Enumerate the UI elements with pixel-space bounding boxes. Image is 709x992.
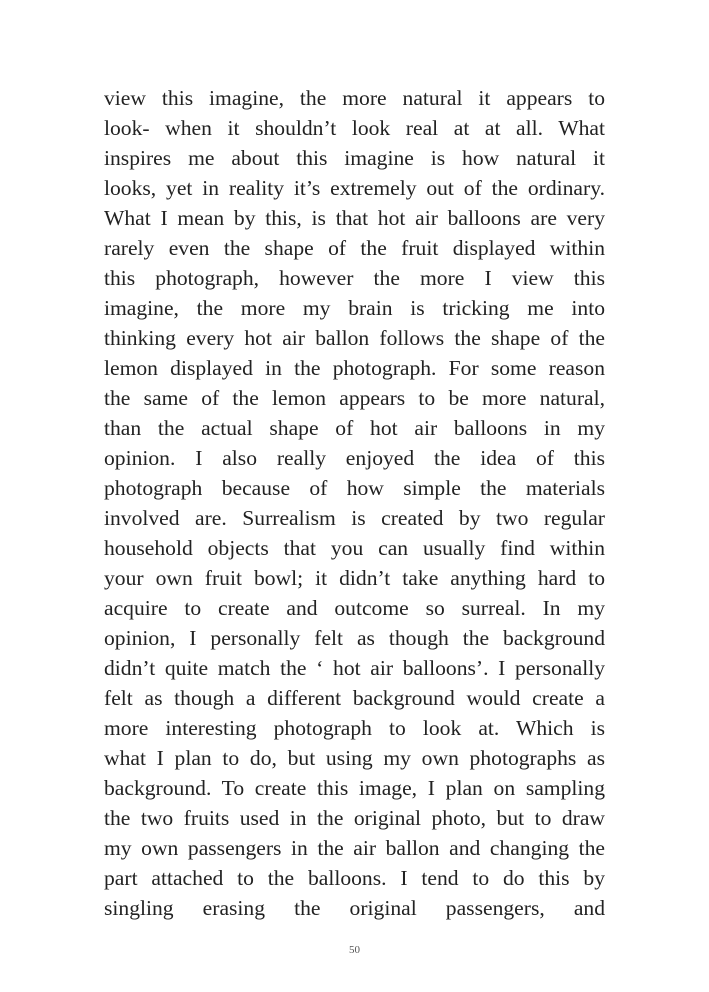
text-line: looks, yet in reality it’s extremely out of the ordinary. xyxy=(104,176,605,200)
text-line: than the actual shape of hot air balloons in my xyxy=(104,416,605,440)
text-line: felt as though a different background would create a xyxy=(104,686,605,710)
text-line: household objects that you can usually find within xyxy=(104,536,605,560)
text-line: my own passengers in the air ballon and changing the xyxy=(104,836,605,860)
text-line: inspires me about this imagine is how natural it xyxy=(104,146,605,170)
text-line: singling erasing the original passengers, and xyxy=(104,896,605,920)
text-line: opinion. I also really enjoyed the idea of this xyxy=(104,446,605,470)
text-line: acquire to create and outcome so surreal. In my xyxy=(104,596,605,620)
page-number: 50 xyxy=(349,944,360,956)
text-line: rarely even the shape of the fruit displayed within xyxy=(104,236,605,260)
text-line: thinking every hot air ballon follows the shape of the xyxy=(104,326,605,350)
text-line: imagine, the more my brain is tricking me into xyxy=(104,296,605,320)
text-line: view this imagine, the more natural it appears to xyxy=(104,86,605,110)
text-line: the same of the lemon appears to be more natural, xyxy=(104,386,605,410)
text-line: the two fruits used in the original photo, but to draw xyxy=(104,806,605,830)
text-line: this photograph, however the more I view this xyxy=(104,266,605,290)
text-line: didn’t quite match the ‘ hot air balloons’. I personally xyxy=(104,656,605,680)
text-line: what I plan to do, but using my own photographs as xyxy=(104,746,605,770)
text-line: look- when it shouldn’t look real at at all. What xyxy=(104,116,605,140)
body-paragraph xyxy=(104,83,605,923)
text-line: your own fruit bowl; it didn’t take anything hard to xyxy=(104,566,605,590)
text-line: background. To create this image, I plan on sampling xyxy=(104,776,605,800)
text-line: What I mean by this, is that hot air balloons are very xyxy=(104,206,605,230)
text-line: photograph because of how simple the materials xyxy=(104,476,605,500)
text-line: part attached to the balloons. I tend to do this by xyxy=(104,866,605,890)
text-line: lemon displayed in the photograph. For some reason xyxy=(104,356,605,380)
text-line: more interesting photograph to look at. Which is xyxy=(104,716,605,740)
text-line: involved are. Surrealism is created by two regular xyxy=(104,506,605,530)
text-line: opinion, I personally felt as though the background xyxy=(104,626,605,650)
